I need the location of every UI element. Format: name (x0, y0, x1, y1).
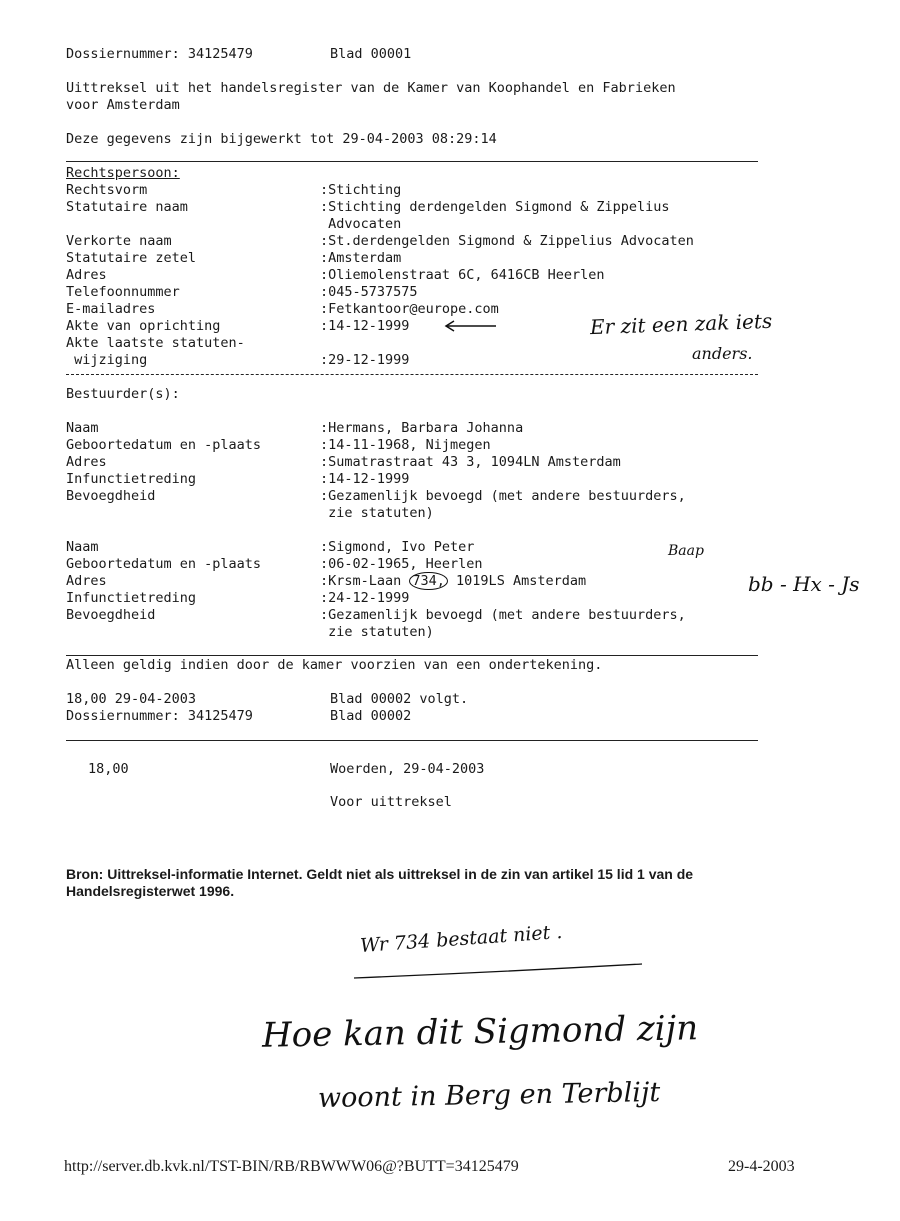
document-title-line1: Uittreksel uit het handelsregister van de Kamer van Koophandel en Fabrieken (66, 80, 676, 96)
address-postcode: 1019LS Amsterdam (447, 573, 587, 589)
table-row (66, 216, 766, 233)
row-label: Adres (66, 454, 107, 470)
handwritten-note-1-line2: anders. (692, 344, 753, 363)
row-value: :Oliemolenstraat 6C, 6416CB Heerlen (320, 267, 605, 283)
dossier-number: Dossiernummer: 34125479 (66, 46, 253, 62)
updated-timestamp: Deze gegevens zijn bijgewerkt tot 29-04-2003 08:29:14 (66, 131, 497, 147)
dashed-divider (66, 374, 758, 375)
row-label: Naam (66, 420, 99, 436)
dossier-number-2: Dossiernummer: 34125479 (66, 708, 253, 724)
table-row (66, 573, 766, 590)
row-value: :Gezamenlijk bevoegd (met andere bestuurders, (320, 488, 686, 504)
row-label: Akte laatste statuten- (66, 335, 245, 351)
divider (66, 161, 758, 162)
table-row (66, 335, 766, 352)
row-value: :06-02-1965, Heerlen (320, 556, 483, 572)
table-row (66, 454, 766, 471)
circled-house-number: 734, (409, 572, 448, 590)
table-row (66, 437, 766, 454)
row-value: :14-12-1999 (320, 318, 410, 334)
handwritten-note-1-line1: Er zit een zak iets (589, 308, 773, 340)
handwritten-note-2: Baap (668, 543, 704, 559)
address-street: :Krsm-Laan (320, 573, 410, 589)
row-label: Verkorte naam (66, 233, 172, 249)
row-label: Bevoegdheid (66, 607, 156, 623)
row-label: Adres (66, 573, 107, 589)
row-value: :Amsterdam (320, 250, 402, 266)
bestuurders-heading: Bestuurder(s): (66, 386, 180, 402)
table-row (66, 471, 766, 488)
row-label: Naam (66, 539, 99, 555)
row-label: Infunctietreding (66, 471, 197, 487)
table-row (66, 488, 766, 505)
row-label: E-mailadres (66, 301, 156, 317)
row-label: Geboortedatum en -plaats (66, 437, 262, 453)
row-label: Telefoonnummer (66, 284, 180, 300)
table-row (66, 420, 766, 437)
next-page-notice: Blad 00002 volgt. (330, 691, 469, 707)
row-value: :045-5737575 (320, 284, 418, 300)
arrow-left-icon (440, 318, 500, 334)
place-date: Woerden, 29-04-2003 (330, 761, 485, 777)
row-value: Advocaten (320, 216, 402, 232)
row-value: :Stichting derdengelden Sigmond & Zippelius (320, 199, 670, 215)
row-value: :Hermans, Barbara Johanna (320, 420, 524, 436)
row-value: zie statuten) (320, 505, 434, 521)
table-row (66, 199, 766, 216)
row-value: :29-12-1999 (320, 352, 410, 368)
row-label: Infunctietreding (66, 590, 197, 606)
print-date: 29-4-2003 (728, 1158, 795, 1175)
row-label: Statutaire naam (66, 199, 188, 215)
table-row (66, 590, 766, 607)
row-value: :St.derdengelden Sigmond & Zippelius Advocaten (320, 233, 694, 249)
table-row (66, 233, 766, 250)
table-row (66, 284, 766, 301)
row-value: zie statuten) (320, 624, 434, 640)
page-url[interactable]: http://server.db.kvk.nl/TST-BIN/RB/RBWWW06@?BUTT=34125479 (64, 1158, 519, 1175)
row-value: :Gezamenlijk bevoegd (met andere bestuurders, (320, 607, 686, 623)
table-row (66, 267, 766, 284)
row-value: :Stichting (320, 182, 402, 198)
source-notice-line1: Bron: Uittreksel-informatie Internet. Geldt niet als uittreksel in de zin van artikel 15 lid 1 van de (66, 866, 694, 882)
document-title-line2: voor Amsterdam (66, 97, 180, 113)
row-value: :Sigmond, Ivo Peter (320, 539, 475, 555)
table-row (66, 182, 766, 199)
divider (66, 740, 758, 741)
handwritten-note-4: Wr 734 bestaat niet . (359, 920, 564, 958)
row-label: Adres (66, 267, 107, 283)
rechtspersoon-heading: Rechtspersoon: (66, 165, 180, 181)
table-row (66, 352, 766, 369)
row-label: Bevoegdheid (66, 488, 156, 504)
row-value: :14-12-1999 (320, 471, 410, 487)
divider (66, 655, 758, 656)
row-label: wijziging (66, 352, 148, 368)
table-row (66, 556, 766, 573)
handwritten-underline (350, 958, 650, 982)
source-notice-line2: Handelsregisterwet 1996. (66, 883, 235, 899)
row-label: Akte van oprichting (66, 318, 221, 334)
table-row (66, 250, 766, 267)
price-date: 18,00 29-04-2003 (66, 691, 197, 707)
page-number: Blad 00001 (330, 46, 412, 62)
handwritten-note-5-line2: woont in Berg en Terblijt (317, 1077, 661, 1114)
row-value: :24-12-1999 (320, 590, 410, 606)
table-row (66, 624, 766, 641)
row-label: Statutaire zetel (66, 250, 197, 266)
table-row (66, 505, 766, 522)
row-label: Geboortedatum en -plaats (66, 556, 262, 572)
handwritten-note-5-line1: Hoe kan dit Sigmond zijn (261, 1008, 699, 1056)
extract-label: Voor uittreksel (330, 794, 452, 810)
handwritten-note-3: bb - Hx - Js (748, 572, 860, 596)
validity-notice: Alleen geldig indien door de kamer voorzien van een ondertekening. (66, 657, 603, 673)
table-row (66, 607, 766, 624)
price: 18,00 (88, 761, 129, 777)
row-value: :14-11-1968, Nijmegen (320, 437, 491, 453)
row-value: :Sumatrastraat 43 3, 1094LN Amsterdam (320, 454, 621, 470)
row-label: Rechtsvorm (66, 182, 148, 198)
page-number-2: Blad 00002 (330, 708, 412, 724)
row-value: :Fetkantoor@europe.com (320, 301, 499, 317)
table-row (66, 539, 766, 556)
row-value (320, 573, 586, 590)
